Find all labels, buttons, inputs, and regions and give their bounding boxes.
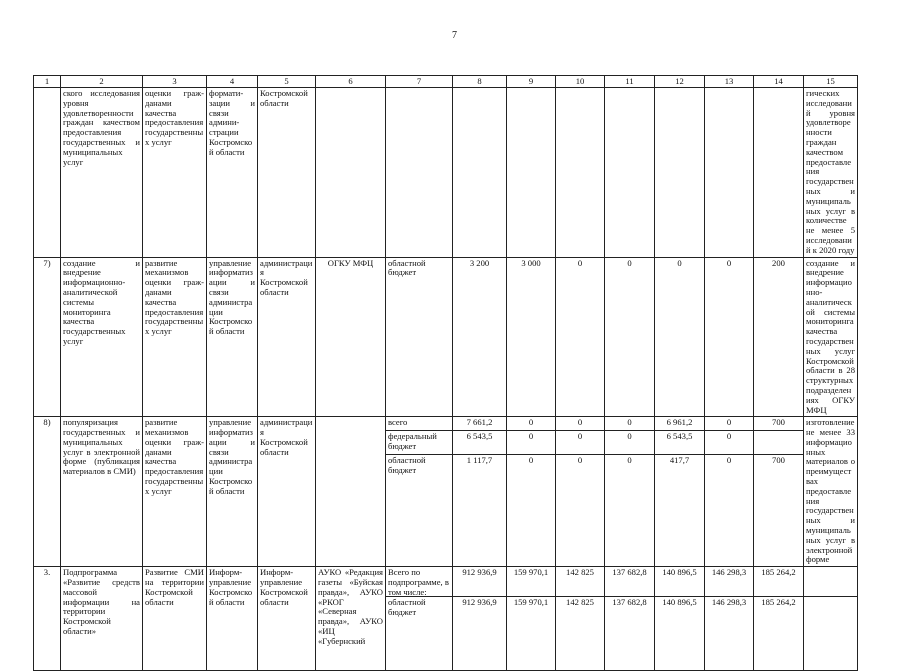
participant: ОГКУ МФЦ bbox=[316, 257, 386, 417]
value-y2 bbox=[556, 88, 605, 258]
participant: АУКО «Редакция газеты «Буйская правда», АУКО «РКОГ «Северная правда», АУКО «ИЦ «Губернский bbox=[316, 567, 386, 671]
sub-value bbox=[754, 431, 803, 455]
sub-value: 0 bbox=[507, 431, 555, 455]
row-number: 3. bbox=[34, 567, 61, 671]
sub-value: 159 970,1 bbox=[507, 567, 555, 597]
value-y5 bbox=[705, 88, 754, 258]
value-y6 bbox=[754, 417, 804, 567]
sub-value: 137 682,8 bbox=[612, 597, 647, 608]
value-y1 bbox=[507, 88, 556, 258]
co-executor: администрация Костромской области bbox=[258, 257, 316, 417]
page-number: 7 bbox=[452, 30, 457, 41]
sub-label: областной бюджет bbox=[388, 455, 426, 476]
responsible: управление информатизации и связи администрации Костромской области bbox=[207, 257, 258, 417]
header-cell: 1 bbox=[34, 76, 61, 88]
sub-value: 146 298,3 bbox=[705, 567, 753, 597]
value-total bbox=[453, 88, 507, 258]
event-name: ского исследования уровня удовлетворенности граждан качеством предоставления государственных и муниципальных услуг bbox=[61, 88, 143, 258]
sub-value: 140 896,5 bbox=[662, 597, 697, 608]
sub-value: 0 bbox=[507, 417, 555, 431]
sub-value: 700 bbox=[772, 455, 785, 466]
value-y3: 0 bbox=[605, 257, 655, 417]
header-cell: 4 bbox=[207, 76, 258, 88]
sub-label: Всего по подпрограмме, в том числе: bbox=[386, 567, 452, 597]
funding-source: областной бюджет bbox=[386, 257, 453, 417]
value-y4 bbox=[655, 567, 705, 671]
responsible: формати-зации и связи админи-страции Костромской области bbox=[207, 88, 258, 258]
header-cell: 11 bbox=[605, 76, 655, 88]
header-cell: 2 bbox=[61, 76, 143, 88]
task: развитие механизмов оценки граж-данами качества предоставления государственных услуг bbox=[143, 417, 207, 567]
value-y5: 0 bbox=[705, 257, 754, 417]
task: оценки граж-данами качества предоставления государственных услуг bbox=[143, 88, 207, 258]
sub-result bbox=[804, 597, 857, 599]
value-y3 bbox=[605, 567, 655, 671]
header-cell: 14 bbox=[754, 76, 804, 88]
responsible: Информ-управление Костромской области bbox=[207, 567, 258, 671]
sub-value: 140 896,5 bbox=[655, 567, 704, 597]
header-cell: 6 bbox=[316, 76, 386, 88]
sub-value: 0 bbox=[556, 417, 604, 431]
value-y2: 0 bbox=[556, 257, 605, 417]
value-y6: 200 bbox=[754, 257, 804, 417]
sub-value: 1 117,7 bbox=[466, 455, 493, 466]
value-y4 bbox=[655, 88, 705, 258]
value-y3 bbox=[605, 417, 655, 567]
value-y1 bbox=[507, 417, 556, 567]
value-y5 bbox=[705, 417, 754, 567]
value-y4: 0 bbox=[655, 257, 705, 417]
event-name: популяризация государственных и муниципальных услуг в электронной форме (публикация материалов в СМИ) bbox=[61, 417, 143, 567]
sub-value: 700 bbox=[754, 417, 803, 431]
value-total bbox=[453, 417, 507, 567]
sub-value: 7 661,2 bbox=[453, 417, 506, 431]
row-number bbox=[34, 88, 61, 258]
co-executor: администрация Костромской области bbox=[258, 417, 316, 567]
sub-value: 146 298,3 bbox=[711, 597, 747, 608]
value-total: 3 200 bbox=[453, 257, 507, 417]
value-y4 bbox=[655, 417, 705, 567]
funding-source bbox=[386, 567, 453, 671]
table-row bbox=[34, 88, 858, 258]
sub-result bbox=[804, 567, 857, 597]
task: Развитие СМИ на территории Костромской области bbox=[143, 567, 207, 671]
value-y3 bbox=[605, 88, 655, 258]
sub-value: 159 970,1 bbox=[513, 597, 549, 608]
sub-value: 0 bbox=[605, 417, 654, 431]
header-row bbox=[34, 76, 858, 88]
value-y5 bbox=[705, 567, 754, 671]
sub-label: федеральный бюджет bbox=[386, 431, 452, 455]
value-y2 bbox=[556, 567, 605, 671]
sub-value: 0 bbox=[705, 417, 753, 431]
sub-value: 0 bbox=[528, 455, 534, 466]
sub-label: всего bbox=[386, 417, 452, 431]
sub-value: 912 936,9 bbox=[462, 597, 497, 608]
table-row bbox=[34, 417, 858, 567]
funding-source bbox=[386, 417, 453, 567]
header-cell: 8 bbox=[453, 76, 507, 88]
header-cell: 3 bbox=[143, 76, 207, 88]
header-cell: 13 bbox=[705, 76, 754, 88]
task: развитие механизмов оценки граж-данами качества предоставления государственных услуг bbox=[143, 257, 207, 417]
co-executor: Информ-управление Костромской области bbox=[258, 567, 316, 671]
sub-value: 137 682,8 bbox=[605, 567, 654, 597]
sub-value: 0 bbox=[627, 455, 632, 466]
header-cell: 12 bbox=[655, 76, 705, 88]
value-y2 bbox=[556, 417, 605, 567]
result: гических исследований уровня удовлетворенности граждан качеством предоставления государственных и муниципальных услуг в количестве не менее 5 исследований к 2020 году bbox=[804, 88, 858, 258]
header-cell: 15 bbox=[804, 76, 858, 88]
sub-value: 6 961,2 bbox=[655, 417, 704, 431]
participant bbox=[316, 417, 386, 567]
responsible: управление информатизации и связи администрации Костромской области bbox=[207, 417, 258, 567]
result: создание и внедрение информационно-аналитической системы мониторинга качества государственных услуг Костромской области в 28 структурных подразделениях ОГКУ МФЦ bbox=[804, 257, 858, 417]
sub-value: 142 825 bbox=[566, 597, 594, 608]
sub-value: 0 bbox=[605, 431, 654, 455]
program-table bbox=[33, 75, 858, 671]
value-total bbox=[453, 567, 507, 671]
sub-value: 0 bbox=[556, 431, 604, 455]
participant bbox=[316, 88, 386, 258]
event-name: Подпрограмма «Развитие средств массовой информации на территории Костромской области» bbox=[61, 567, 143, 671]
sub-value: 0 bbox=[726, 455, 732, 466]
sub-value: 0 bbox=[705, 431, 753, 455]
funding-source bbox=[386, 88, 453, 258]
sub-value: 0 bbox=[577, 455, 583, 466]
result bbox=[804, 567, 858, 671]
event-name: создание и внедрение информационно-аналитической системы мониторинга качества государственных услуг bbox=[61, 257, 143, 417]
header-cell: 5 bbox=[258, 76, 316, 88]
value-y1: 3 000 bbox=[507, 257, 556, 417]
value-y6 bbox=[754, 88, 804, 258]
sub-value: 142 825 bbox=[556, 567, 604, 597]
sub-value: 185 264,2 bbox=[754, 567, 803, 597]
table-row bbox=[34, 257, 858, 417]
sub-value: 912 936,9 bbox=[453, 567, 506, 597]
header-cell: 10 bbox=[556, 76, 605, 88]
result: изготовление не менее 33 информационных материалов о преимуществах предоставления государственных и муниципальных услуг в электронной форме bbox=[804, 417, 858, 567]
header-cell: 9 bbox=[507, 76, 556, 88]
value-y6 bbox=[754, 567, 804, 671]
table-row bbox=[34, 567, 858, 671]
sub-value: 6 543,5 bbox=[655, 431, 704, 455]
co-executor: Костромской области bbox=[258, 88, 316, 258]
header-cell: 7 bbox=[386, 76, 453, 88]
value-y1 bbox=[507, 567, 556, 671]
sub-value: 185 264,2 bbox=[761, 597, 796, 608]
row-number: 7) bbox=[34, 257, 61, 417]
sub-label: областной бюджет bbox=[388, 597, 426, 618]
row-number: 8) bbox=[34, 417, 61, 567]
sub-value: 6 543,5 bbox=[453, 431, 506, 455]
sub-value: 417,7 bbox=[669, 455, 690, 466]
